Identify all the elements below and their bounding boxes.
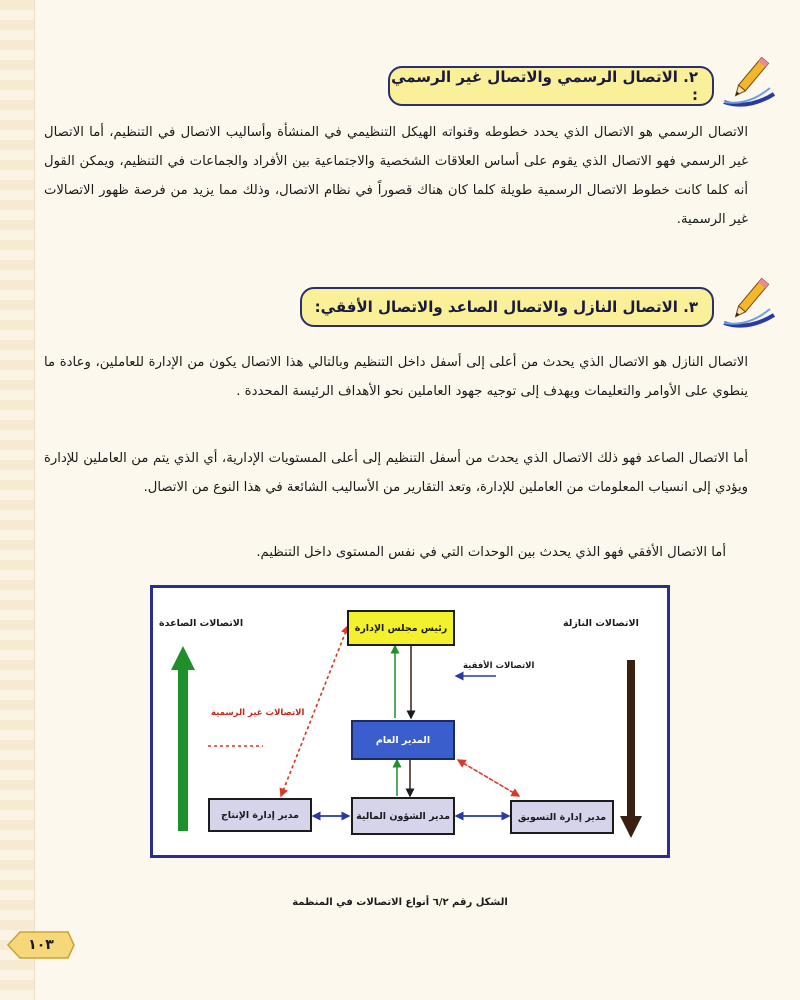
pencil-icon bbox=[718, 50, 778, 110]
section-3-paragraph-1: الاتصال النازل هو الاتصال الذي يحدث من أعلى إلى أسفل داخل التنظيم وبالتالي هذا الاتصال يكون من الإدارة للعاملين، وعادة ما ينطوي على الأوامر والتعليمات ويهدف إلى توجيه جهود العاملين نحو الأهداف الرئيسة المحددة . bbox=[44, 355, 748, 399]
page-number: ١٠٣ bbox=[28, 937, 54, 953]
section-3-paragraph-2: أما الاتصال الصاعد فهو ذلك الاتصال الذي يحدث من أسفل التنظيم إلى أعلى المستويات الإدارية، أي الذي يتم من العاملين للإدارة ويؤدي إلى انسياب المعلومات من العاملين للإدارة، وتعد التقارير من الأساليب الشائعة في هذا النوع من الاتصال. bbox=[44, 451, 748, 495]
informal-communications-label: الاتصالات غير الرسمية bbox=[211, 708, 305, 718]
section-2-heading-text: ٢. الاتصال الرسمي والاتصال غير الرسمي : bbox=[391, 68, 698, 104]
downward-communications-label: الاتصالات النازلة bbox=[563, 618, 639, 629]
finance-manager-box bbox=[351, 797, 455, 835]
upward-arrow bbox=[171, 646, 195, 831]
section-3-heading bbox=[300, 287, 714, 327]
upward-communications-label: الاتصالات الصاعدة bbox=[159, 618, 244, 629]
general-manager-label: المدير العام bbox=[375, 734, 431, 746]
board-chairman-label: رئيس مجلس الإدارة bbox=[354, 622, 448, 634]
section-3-heading-text: ٣. الاتصال النازل والاتصال الصاعد والاتصال الأفقي: bbox=[314, 298, 698, 316]
marketing-manager-label: مدير إدارة التسويق bbox=[517, 811, 607, 823]
horizontal-communications-label: الاتصالات الأفقية bbox=[463, 661, 535, 671]
page-binding-edge bbox=[0, 0, 35, 1000]
finance-manager-label: مدير الشؤون المالية bbox=[356, 810, 450, 822]
downward-arrow bbox=[620, 660, 642, 838]
communication-types-diagram bbox=[150, 585, 670, 858]
section-3-paragraph-3: أما الاتصال الأفقي فهو الذي يحدث بين الوحدات التي في نفس المستوى داخل التنظيم. bbox=[256, 545, 726, 560]
section-2-heading bbox=[388, 66, 714, 106]
production-manager-label: مدير إدارة الإنتاج bbox=[220, 809, 300, 821]
section-2-paragraph: الاتصال الرسمي هو الاتصال الذي يحدد خطوطه وقنواته الهيكل التنظيمي في المنشأة وأساليب الاتصال في التنظيم، أما الاتصال غير الرسمي فهو الاتصال الذي يقوم على أساس العلاقات الشخصية والاجتماعية بين الأفراد والجماعات في التنظيم، ويمكن القول أنه كلما كانت خطوط الاتصال الرسمية طويلة كلما كان هناك قصوراً في نظام الاتصال، وذلك مما يزيد من فرصة ظهور الاتصالات غير الرسمية. bbox=[44, 125, 748, 227]
marketing-manager-box bbox=[510, 800, 614, 834]
board-chairman-box bbox=[347, 610, 455, 646]
general-manager-box bbox=[351, 720, 455, 760]
production-manager-box bbox=[208, 798, 312, 832]
figure-caption: الشكل رقم ٦/٢ أنواع الاتصالات في المنظمة bbox=[292, 897, 508, 908]
pencil-icon bbox=[718, 271, 778, 331]
